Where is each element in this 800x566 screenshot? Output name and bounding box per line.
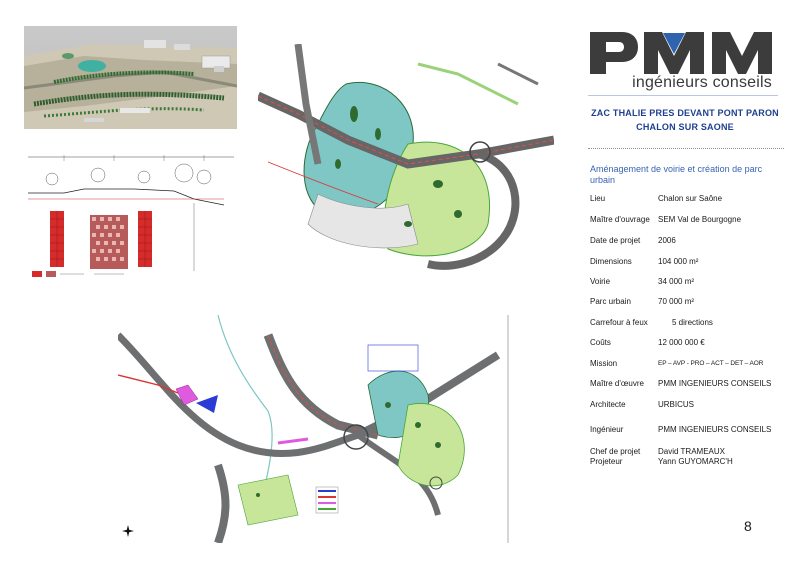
detail-label: Maître d'œuvre bbox=[590, 379, 644, 388]
detail-value: 12 000 000 € bbox=[658, 338, 705, 347]
detail-value: PMM INGENIEURS CONSEILS bbox=[658, 379, 772, 388]
detail-label: Ingénieur bbox=[590, 425, 624, 434]
detail-label: Parc urbain bbox=[590, 297, 631, 306]
project-description: Aménagement de voirie et création de parc urbain bbox=[590, 164, 763, 185]
detail-value: 2006 bbox=[658, 236, 676, 245]
logo-tagline: ingénieurs conseils bbox=[632, 74, 772, 91]
master-site-plan bbox=[118, 315, 518, 543]
detail-value: 70 000 m² bbox=[658, 297, 695, 306]
detail-value: 34 000 m² bbox=[658, 277, 695, 286]
project-title bbox=[590, 106, 780, 134]
project-title-line1: ZAC THALIE PRES DEVANT PONT PARON bbox=[591, 108, 779, 118]
detail-label: Maître d'ouvrage bbox=[590, 215, 650, 224]
detail-value: Yann GUYOMARC'H bbox=[658, 457, 733, 466]
north-arrow-icon bbox=[122, 525, 134, 537]
project-title-line2: CHALON SUR SAONE bbox=[636, 122, 734, 132]
detail-value: EP – AVP - PRO – ACT – DET – AOR bbox=[658, 360, 764, 367]
detail-label: Chef de projet bbox=[590, 447, 641, 456]
logo-underline bbox=[588, 95, 778, 96]
road-cross-section-drawing bbox=[24, 153, 237, 285]
detail-label: Architecte bbox=[590, 400, 626, 409]
detail-label: Coûts bbox=[590, 338, 611, 347]
detail-value: PMM INGENIEURS CONSEILS bbox=[658, 425, 772, 434]
detail-value: 104 000 m² bbox=[658, 257, 699, 266]
detail-value: David TRAMEAUX bbox=[658, 447, 725, 456]
detail-value: Chalon sur Saône bbox=[658, 194, 723, 203]
detail-value: 5 directions bbox=[672, 318, 713, 327]
dotted-divider bbox=[588, 148, 784, 149]
park-site-plan-detail bbox=[258, 44, 554, 274]
detail-value: SEM Val de Bourgogne bbox=[658, 215, 742, 224]
detail-value: URBICUS bbox=[658, 400, 695, 409]
page-number: 8 bbox=[744, 518, 752, 534]
detail-label: Date de projet bbox=[590, 236, 641, 245]
detail-label: Dimensions bbox=[590, 257, 632, 266]
detail-label: Lieu bbox=[590, 194, 606, 203]
detail-label: Mission bbox=[590, 359, 618, 368]
detail-label: Voirie bbox=[590, 277, 611, 286]
aerial-render-image bbox=[24, 26, 237, 129]
detail-label: Carrefour à feux bbox=[590, 318, 648, 327]
detail-label: Projeteur bbox=[590, 457, 623, 466]
